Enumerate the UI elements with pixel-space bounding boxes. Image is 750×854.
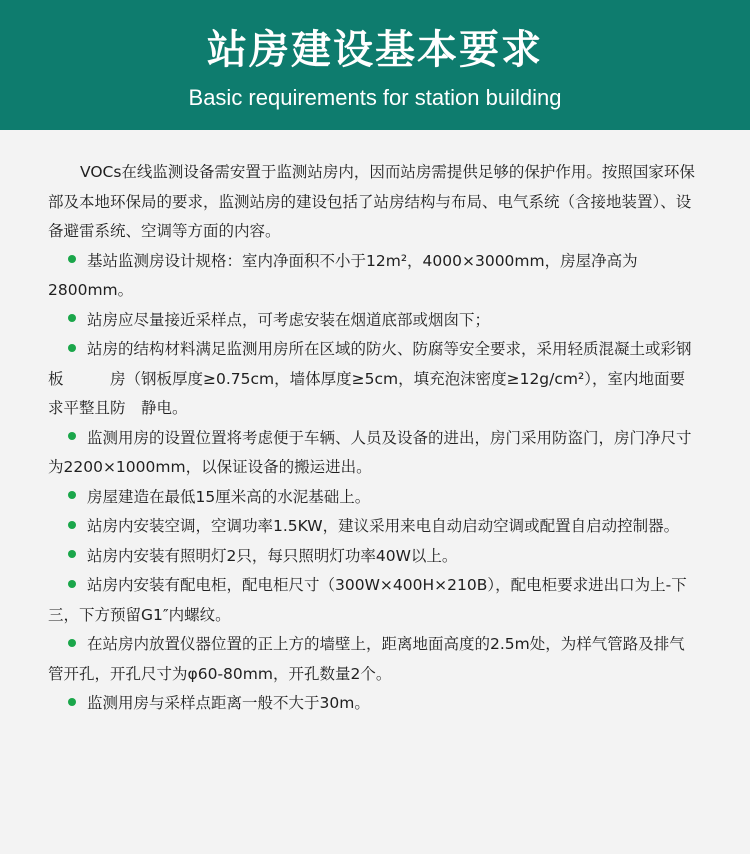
bullet-icon: [68, 698, 76, 706]
list-item-text: 站房应尽量接近采样点，可考虑安装在烟道底部或烟囱下；: [87, 310, 491, 329]
list-item-text: 站房的结构材料满足监测用房所在区域的防火、防腐等安全要求，采用轻质混凝土或彩钢板 房（钢板厚度≥0.75cm，墙体厚度≥5cm，填充泡沫密度≥12g/cm²），室内地面要求平整且防 静电。: [48, 340, 692, 417]
list-item-text: 站房内安装有照明灯2只，每只照明灯功率40W以上。: [87, 546, 458, 565]
bullet-icon: [68, 255, 76, 263]
bullet-icon: [68, 491, 76, 499]
list-item: [48, 571, 696, 630]
bullet-icon: [68, 580, 76, 588]
list-item-text: 基站监测房设计规格：室内净面积不小于12m²，4000×3000mm，房屋净高为2800mm。: [48, 251, 638, 299]
list-item: [48, 335, 696, 424]
list-item: [48, 512, 696, 542]
bullet-icon: [68, 344, 76, 352]
bullet-icon: [68, 639, 76, 647]
list-item: [48, 483, 696, 513]
list-item-text: 房屋建造在最低15厘米高的水泥基础上。: [87, 487, 371, 506]
list-item: [48, 306, 696, 336]
list-item: [48, 247, 696, 306]
list-item: [48, 424, 696, 483]
list-item-text: 在站房内放置仪器位置的正上方的墙壁上，距离地面高度的2.5m处，为样气管路及排气管开孔，开孔尺寸为φ60-80mm，开孔数量2个。: [48, 635, 685, 683]
page-subtitle: Basic requirements for station building: [188, 85, 562, 110]
list-item: [48, 630, 696, 689]
bullet-icon: [68, 432, 76, 440]
page-title: 站房建设基本要求: [207, 27, 543, 73]
list-item: [48, 542, 696, 572]
list-item-text: 站房内安装空调，空调功率1.5KW，建议采用来电自动启动空调或配置自启动控制器。: [87, 517, 680, 535]
intro-paragraph: VOCs在线监测设备需安置于监测站房内，因而站房需提供足够的保护作用。按照国家环保部及本地环保局的要求，监测站房的建设包括了站房结构与布局、电气系统（含接地装置）、设备避雷系统、空调等方面的内容。: [48, 163, 695, 240]
requirements-content: [48, 158, 696, 719]
list-item-text: 监测用房的设置位置将考虑便于车辆、人员及设备的进出，房门采用防盗门，房门净尺寸为2200×1000mm，以保证设备的搬运进出。: [48, 428, 692, 476]
list-item-text: 监测用房与采样点距离一般不大于30m。: [87, 694, 370, 712]
list-item-text: 站房内安装有配电柜，配电柜尺寸（300W×400H×210B），配电柜要求进出口为上-下三，下方预留G1″内螺纹。: [48, 576, 687, 624]
header-banner: [0, 0, 750, 130]
bullet-icon: [68, 314, 76, 322]
bullet-icon: [68, 550, 76, 558]
bullet-icon: [68, 521, 76, 529]
list-item: [48, 689, 696, 719]
